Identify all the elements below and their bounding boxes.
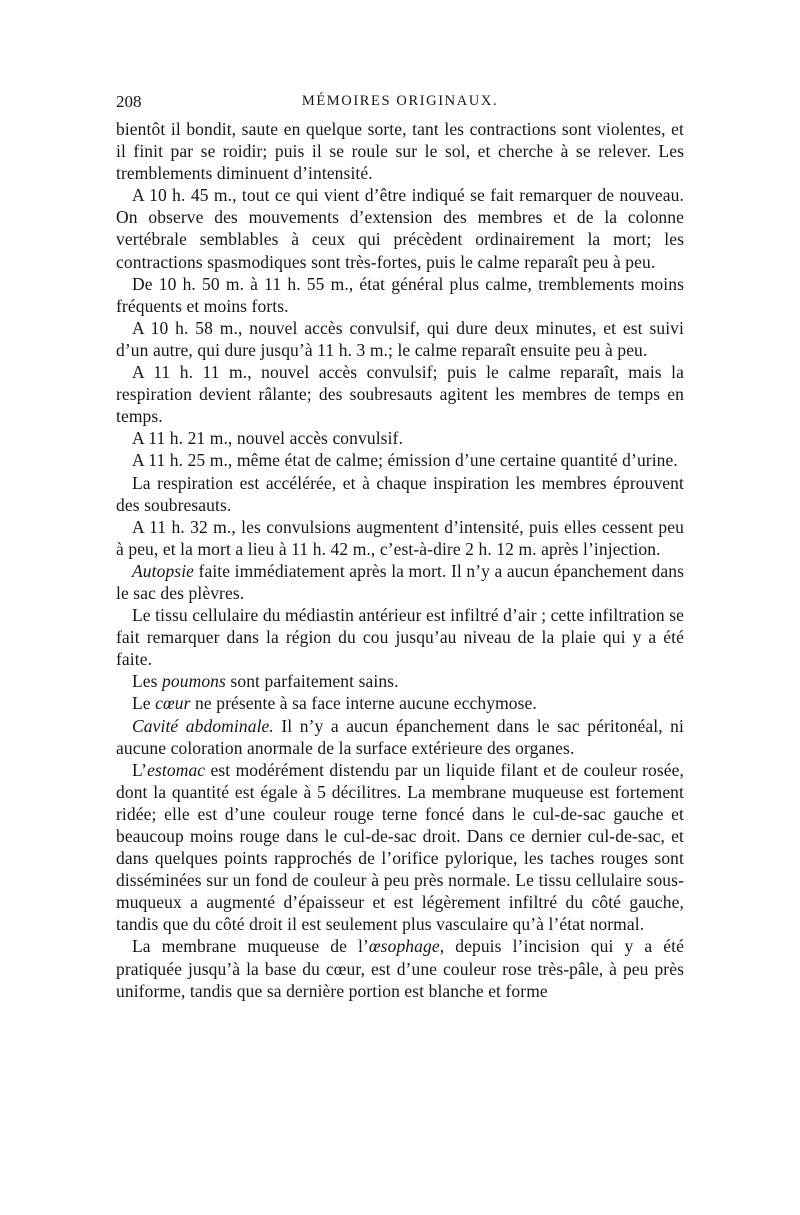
- text-run: , depuis l’incision qui y a été pratiquée jusqu’à la base du cœur, est d’une couleur rose très-pâle, à peu près uniforme, tandis que sa dernière portion est blanche et forme: [116, 936, 685, 1001]
- paragraph: [116, 715, 684, 759]
- paragraph: [116, 759, 684, 936]
- text-run: A 10 h. 45 m., tout ce qui vient d’être indiqué se fait remarquer de nouveau. On observe des mouvements d’extension des membres et de la colonne vertébrale semblables à ceux qui précèdent ordinairement la mort; les contractions spasmodiques sont très-fortes, puis le calme reparaît peu à peu.: [116, 185, 684, 272]
- text-run: A 11 h. 21 m., nouvel accès convulsif.: [132, 428, 403, 449]
- text-run: A 11 h. 32 m., les convulsions augmentent d’intensité, puis elles cessent peu à peu, et la mort a lieu à 11 h. 42 m., c’est-à-dire 2 h. 12 m. après l’injection.: [116, 516, 684, 559]
- italic-term: estomac: [147, 759, 206, 780]
- text-run: Il n’y a aucun épanchement dans le sac péritonéal, ni aucune coloration anormale de la surface extérieure des organes.: [116, 715, 684, 758]
- text-run: ne présente à sa face interne aucune ecchymose.: [190, 693, 537, 714]
- text-run: L’: [132, 759, 148, 780]
- text-run: A 11 h. 25 m., même état de calme; émission d’une certaine quantité d’urine.: [132, 450, 678, 471]
- italic-term: Autopsie: [132, 560, 195, 581]
- text-run: Le: [132, 693, 156, 714]
- paragraph: [116, 361, 684, 427]
- italic-term: cœur: [155, 693, 191, 714]
- paragraph: [116, 692, 684, 714]
- paragraph: [116, 560, 684, 604]
- text-run: Le tissu cellulaire du médiastin antérieur est infiltré d’air ; cette infiltration se fait remarquer dans la région du cou jusqu’au niveau de la plaie qui y a été faite.: [116, 605, 684, 670]
- text-run: De 10 h. 50 m. à 11 h. 55 m., état général plus calme, tremblements moins fréquents et moins forts.: [116, 273, 684, 316]
- text-run: La membrane muqueuse de l’: [132, 936, 369, 957]
- paragraph: [116, 670, 684, 692]
- page-header: [116, 92, 684, 118]
- running-head: MÉMOIRES ORIGINAUX.: [301, 93, 499, 109]
- paragraph: [116, 935, 684, 1001]
- body-text: [116, 118, 684, 1002]
- paragraph: [116, 449, 684, 471]
- text-run: A 11 h. 11 m., nouvel accès convulsif; puis le calme reparaît, mais la respiration devient râlante; des soubresauts agitent les membres de temps en temps.: [116, 362, 684, 427]
- paragraph: [116, 516, 684, 560]
- paragraph: [116, 604, 684, 670]
- paragraph: [116, 472, 684, 516]
- text-run: faite immédiatement après la mort. Il n’y a aucun épanchement dans le sac des plèvres.: [116, 560, 684, 603]
- text-run: La respiration est accélérée, et à chaque inspiration les membres éprouvent des soubresauts.: [116, 472, 684, 515]
- paragraph: [116, 317, 684, 361]
- text-run: est modérément distendu par un liquide filant et de couleur rosée, dont la quantité est égale à 5 décilitres. La membrane muqueuse est fortement ridée; elle est d’une couleur rouge terne foncé dans le cul-de-sac gauche et beaucoup moins rouge dans le cul-de-sac droit. Dans ce dernier cul-de-sac, et dans quelques points rapprochés de l’orifice pylorique, les taches rouges sont disséminées sur un fond de couleur à peu près normale. Le tissu cellulaire sous-muqueux a augmenté d’épaisseur et est légèrement infiltré du côté gauche, tandis que du côté droit il est seulement plus vasculaire qu’à l’état normal.: [116, 759, 684, 935]
- text-run: bientôt il bondit, saute en quelque sorte, tant les contractions sont violentes, et il finit par se roidir; puis il se roule sur le sol, et cherche à se relever. Les tremblements diminuent d’intensité.: [116, 119, 684, 184]
- text-run: sont parfaitement sains.: [225, 671, 399, 692]
- paragraph: [116, 273, 684, 317]
- italic-term: Cavité abdominale.: [132, 715, 274, 736]
- paragraph: [116, 184, 684, 272]
- page-number: 208: [116, 92, 142, 111]
- paragraph: [116, 427, 684, 449]
- book-page: [116, 92, 684, 1002]
- italic-term: poumons: [162, 671, 226, 692]
- text-run: A 10 h. 58 m., nouvel accès convulsif, qui dure deux minutes, et est suivi d’un autre, qui dure jusqu’à 11 h. 3 m.; le calme reparaît ensuite peu à peu.: [116, 317, 684, 360]
- paragraph: [116, 118, 684, 184]
- italic-term: œsophage: [368, 936, 440, 957]
- text-run: Les: [132, 671, 163, 692]
